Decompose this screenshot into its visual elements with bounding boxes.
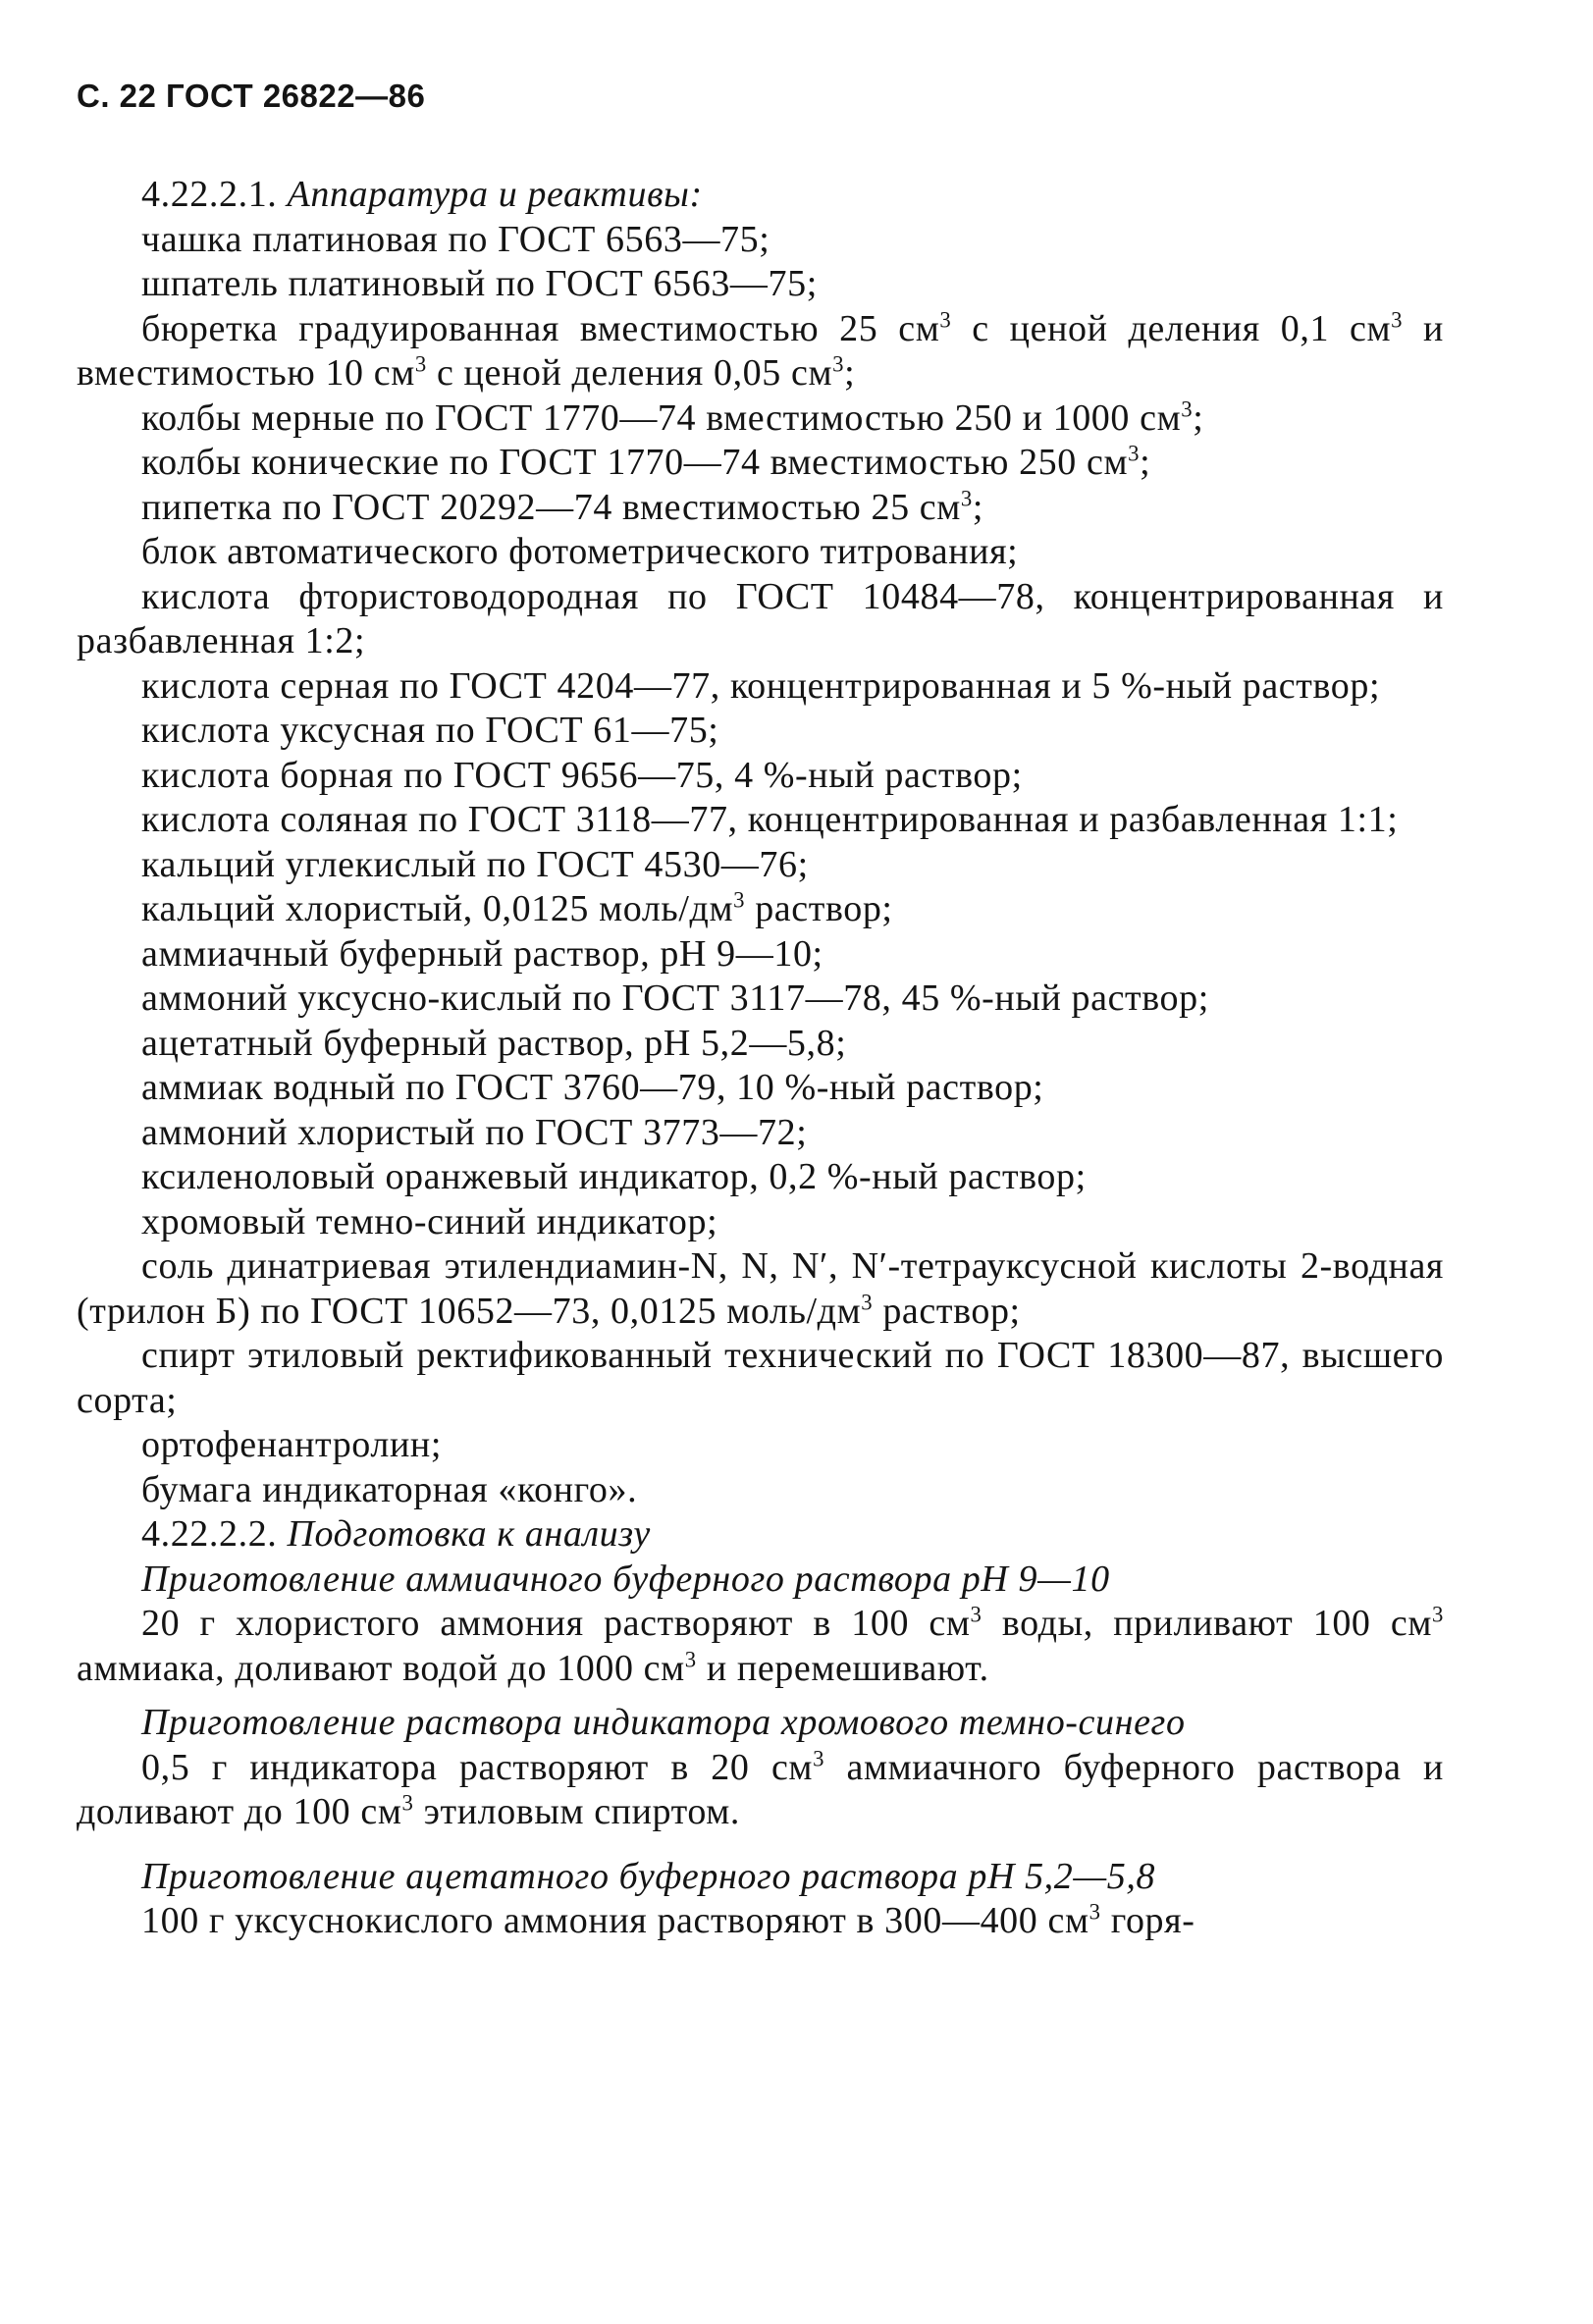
preparation-title: Приготовление раствора индикатора хромового темно-синего — [141, 1702, 1186, 1743]
list-item: соль динатриевая этилендиамин-N, N, N′, N′-тетрауксусной кислоты 2-водная (трилон Б) по ГОСТ 10652—73, 0,0125 моль/$дм^3$ раствор; — [77, 1245, 1444, 1332]
preparation-title: Приготовление ацетатного буферного раствора pH 5,2—5,8 — [141, 1855, 1156, 1897]
list-item: хромовый темно-синий индикатор; — [141, 1200, 718, 1242]
list-item: ортофенантролин; — [141, 1424, 442, 1465]
list-item: колбы мерные по ГОСТ 1770—74 вместимостью 250 и 1000 $см^3$; — [141, 396, 1204, 439]
list-item: аммиак водный по ГОСТ 3760—79, 10 %-ный раствор; — [141, 1067, 1044, 1108]
section-title: Аппаратура и реактивы: — [287, 174, 703, 215]
section-number: 4.22.2.2. — [141, 1513, 278, 1555]
page-header: С. 22 ГОСТ 26822—86 — [77, 78, 426, 114]
preparation-text: 20 г хлористого аммония растворяют в 100 $см^3$ воды, приливают 100 $см^3$ аммиака, доливают водой до 1000 $см^3$ и перемешивают. — [77, 1602, 1444, 1689]
section-heading-apparatus — [77, 173, 1444, 218]
list-item: кислота уксусная по ГОСТ 61—75; — [141, 710, 719, 751]
list-item: бюретка градуированная вместимостью 25 $см^3$ с ценой деления 0,1 $см^3$ и вместимостью 10 $см^3$ с ценой деления 0,05 $см^3$; — [77, 306, 1444, 394]
list-item: спирт этиловый ректификованный технический по ГОСТ 18300—87, высшего сорта; — [77, 1335, 1444, 1421]
list-item: пипетка по ГОСТ 20292—74 вместимостью 25 $см^3$; — [141, 485, 984, 528]
list-item: кислота серная по ГОСТ 4204—77, концентрированная и 5 %-ный раствор; — [141, 664, 1381, 707]
section-number: 4.22.2.1. — [141, 174, 278, 215]
list-item: аммоний хлористый по ГОСТ 3773—72; — [141, 1111, 808, 1153]
preparation-text: 0,5 г индикатора растворяют в 20 $см^3$ аммиачного буферного раствора и доливают до 100 $см^3$ этиловым спиртом. — [77, 1745, 1444, 1832]
list-item: кальций углекислый по ГОСТ 4530—76; — [141, 843, 809, 885]
preparation-title: Приготовление аммиачного буферного раствора pH 9—10 — [141, 1558, 1110, 1600]
section-heading-preparation — [77, 1512, 1444, 1558]
list-item: шпатель платиновый по ГОСТ 6563—75; — [141, 263, 818, 304]
list-item: кислота борная по ГОСТ 9656—75, 4 %-ный раствор; — [141, 754, 1023, 796]
list-item: кальций хлористый, 0,0125 моль/$дм^3$ раствор; — [141, 887, 893, 929]
section-title: Подготовка к анализу — [287, 1513, 651, 1555]
list-item: кислота фтористоводородная по ГОСТ 10484—78, концентрированная и разбавленная 1:2; — [77, 575, 1444, 661]
list-item: ацетатный буферный раствор, pH 5,2—5,8; — [141, 1022, 847, 1064]
list-item: аммиачный буферный раствор, pH 9—10; — [141, 932, 823, 975]
list-item: бумага индикаторная «конго». — [141, 1468, 638, 1510]
list-item: аммоний уксусно-кислый по ГОСТ 3117—78, 45 %-ный раствор; — [141, 977, 1209, 1019]
list-item: блок автоматического фотометрического титрования; — [141, 531, 1019, 572]
preparation-text: 100 г уксуснокислого аммония растворяют в 300—400 $см^3$ горя- — [141, 1899, 1195, 1941]
list-item: ксиленоловый оранжевый индикатор, 0,2 %-ный раствор; — [141, 1156, 1087, 1197]
list-item: кислота соляная по ГОСТ 3118—77, концентрированная и разбавленная 1:1; — [141, 799, 1399, 840]
list-item: колбы конические по ГОСТ 1770—74 вместимостью 250 $см^3$; — [141, 441, 1151, 483]
list-item: чашка платиновая по ГОСТ 6563—75; — [141, 218, 770, 260]
document-body — [77, 173, 1444, 1944]
